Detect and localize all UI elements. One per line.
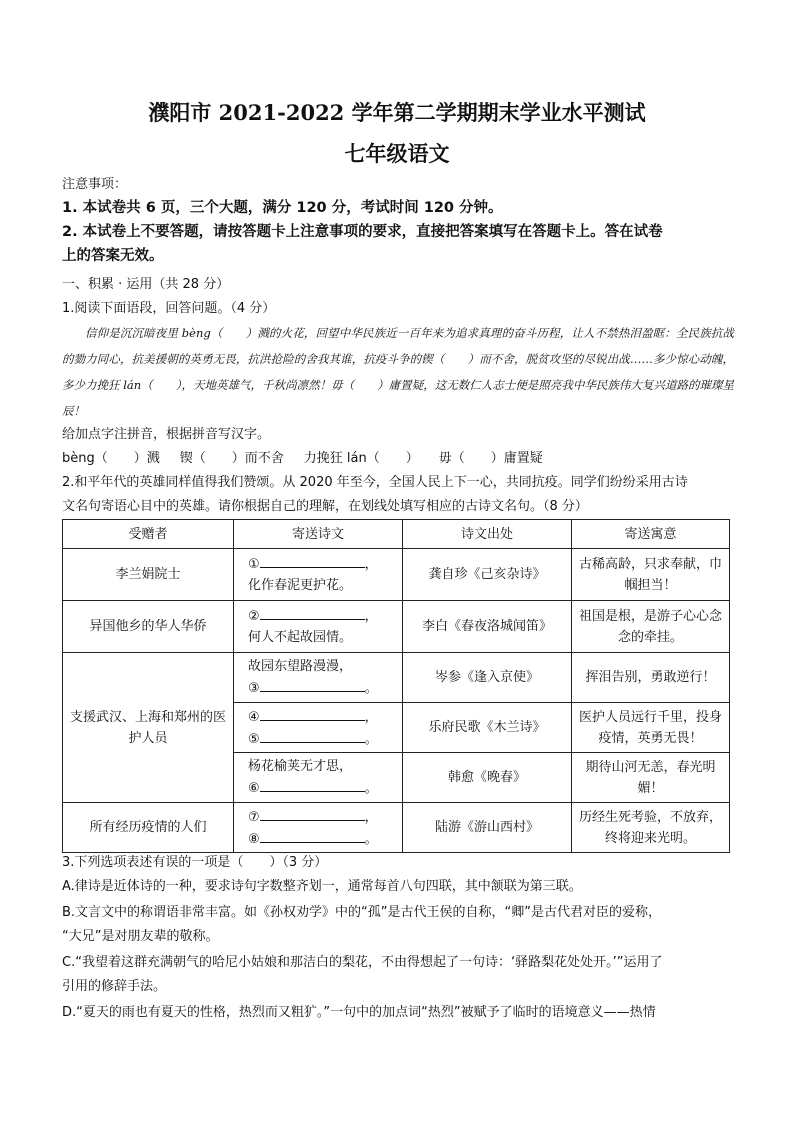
poem-cell: ④ ， ⑤ 。 (234, 703, 403, 753)
q3-option-c2: 引用的修辞手法。 (62, 979, 167, 994)
meaning-cell: 挥泪告别，勇敢逆行！ (572, 653, 730, 703)
meaning-cell: 医护人员远行千里，投身疫情，英勇无畏！ (572, 703, 730, 753)
q1-instruction: 给加点字注拼音，根据拼音写汉字。 (62, 427, 271, 442)
table-header-row (63, 520, 730, 549)
recipient-cell: 李兰娟院士 (63, 549, 234, 601)
answer-blank[interactable] (260, 728, 365, 743)
recipient-cell: 所有经历疫情的人们 (63, 803, 234, 853)
answer-blank[interactable] (260, 677, 365, 692)
source-cell: 陆游《游山西村》 (403, 803, 572, 853)
poem-cell: 杨花榆荚无才思， ⑥ 。 (234, 753, 403, 803)
notice-item-2a: 2. 本试卷上不要答题，请按答题卡上注意事项的要求，直接把答案填写在答题卡上。答在试卷 (62, 224, 663, 240)
answer-blank[interactable] (260, 553, 365, 568)
q2-prompt-b: 文名句寄语心目中的英雄。请你根据自己的理解，在划线处填写相应的古诗文名句。（8 分） (62, 499, 588, 514)
q3-option-d1: D.“夏天的雨也有夏天的性格，热烈而又粗犷。”一句中的加点词“热烈”被赋予了临时的语境意义——热情 (62, 1005, 656, 1020)
poem-cell: ② ， 何人不起故园情。 (234, 601, 403, 653)
q3-option-c1: C.“我望着这群充满朝气的哈尼小姑娘和那洁白的梨花，不由得想起了一句诗：‘驿路梨花处处开。’”运用了 (62, 955, 663, 970)
q1-passage: 信仰是沉沉暗夜里 bèng（ ）溅的火花，回望中华民族近一百年来为追求真理的奋斗历程，让人不禁热泪盈眶：全民族抗战的勠力同心，抗美援朝的英勇无畏，抗洪抢险的舍我其谁，抗疫斗争的锲（ ）而不舍，脱贫攻坚的尽锐出战……多少惊心动魄，多少力挽狂 lán（ ），天地英雄气，千秋尚凛然！毋（ ）庸置疑，这无数仁人志士便是照亮我中华民族伟大复兴道路的璀璨星辰！ (62, 326, 734, 418)
meaning-cell: 祖国是根，是游子心心念念的牵挂。 (572, 601, 730, 653)
meaning-cell: 期待山河无恙，春光明媚！ (572, 753, 730, 803)
poem-cell: 故园东望路漫漫， ③ 。 (234, 653, 403, 703)
q1-answer-row (62, 448, 734, 469)
source-cell: 乐府民歌《木兰诗》 (403, 703, 572, 753)
q3-option-b2: “大兄”是对朋友辈的敬称。 (62, 929, 219, 944)
table-header: 寄送诗文 (234, 520, 403, 549)
answer-blank[interactable] (260, 706, 365, 721)
table-row (63, 803, 730, 853)
q1-answer-3: 力挽狂 lán（ ） (303, 451, 419, 466)
source-cell: 李白《春夜洛城闻笛》 (403, 601, 572, 653)
table-header: 诗文出处 (403, 520, 572, 549)
meaning-cell: 历经生死考验，不放弃，终将迎来光明。 (572, 803, 730, 853)
poem-cell: ① ， 化作春泥更护花。 (234, 549, 403, 601)
q1-answer-1: bèng（ ）溅 (62, 451, 160, 466)
recipient-cell: 异国他乡的华人华侨 (63, 601, 234, 653)
exam-title: 濮阳市 2021-2022 学年第二学期期末学业水平测试 (148, 100, 646, 125)
answer-blank[interactable] (260, 806, 365, 821)
recipient-cell: 支援武汉、上海和郑州的医护人员 (63, 653, 234, 803)
meaning-cell: 古稀高龄，只求奉献，巾帼担当！ (572, 549, 730, 601)
exam-subtitle: 七年级语文 (344, 141, 450, 166)
answer-blank[interactable] (260, 828, 365, 843)
notice-item-2b: 上的答案无效。 (62, 248, 164, 264)
q1-answer-2: 锲（ ）而不舍 (179, 451, 284, 466)
answer-blank[interactable] (260, 605, 365, 620)
q1-prompt: 1.阅读下面语段，回答问题。（4 分） (62, 301, 276, 316)
q3-prompt: 3.下列选项表述有误的一项是（ ）（3 分） (62, 855, 328, 870)
table-row (63, 653, 730, 703)
notice-item-1: 1. 本试卷共 6 页，三个大题，满分 120 分，考试时间 120 分钟。 (62, 200, 503, 216)
table-row (63, 549, 730, 601)
q3-option-b1: B.文言文中的称谓语非常丰富。如《孙权劝学》中的“孤”是古代王侯的自称，“卿”是古代君对臣的爱称， (62, 905, 661, 920)
q3-option-a: A.律诗是近体诗的一种，要求诗句字数整齐划一，通常每首八句四联，其中颔联为第三联。 (62, 879, 582, 894)
answer-blank[interactable] (260, 777, 365, 792)
q2-prompt-a: 2.和平年代的英雄同样值得我们赞颂。从 2020 年至今，全国人民上下一心，共同抗疫。同学们纷纷采用古诗 (62, 475, 688, 490)
source-cell: 岑参《逢入京使》 (403, 653, 572, 703)
table-header: 寄送寓意 (572, 520, 730, 549)
source-cell: 韩愈《晚春》 (403, 753, 572, 803)
poem-cell: ⑦ ， ⑧ 。 (234, 803, 403, 853)
section-heading: 一、积累 · 运用（共 28 分） (62, 277, 230, 292)
poem-table (62, 519, 730, 853)
notice-label: 注意事项： (62, 177, 128, 192)
q1-answer-4: 毋（ ）庸置疑 (438, 451, 543, 466)
table-row (63, 601, 730, 653)
source-cell: 龚自珍《己亥杂诗》 (403, 549, 572, 601)
table-header: 受赠者 (63, 520, 234, 549)
